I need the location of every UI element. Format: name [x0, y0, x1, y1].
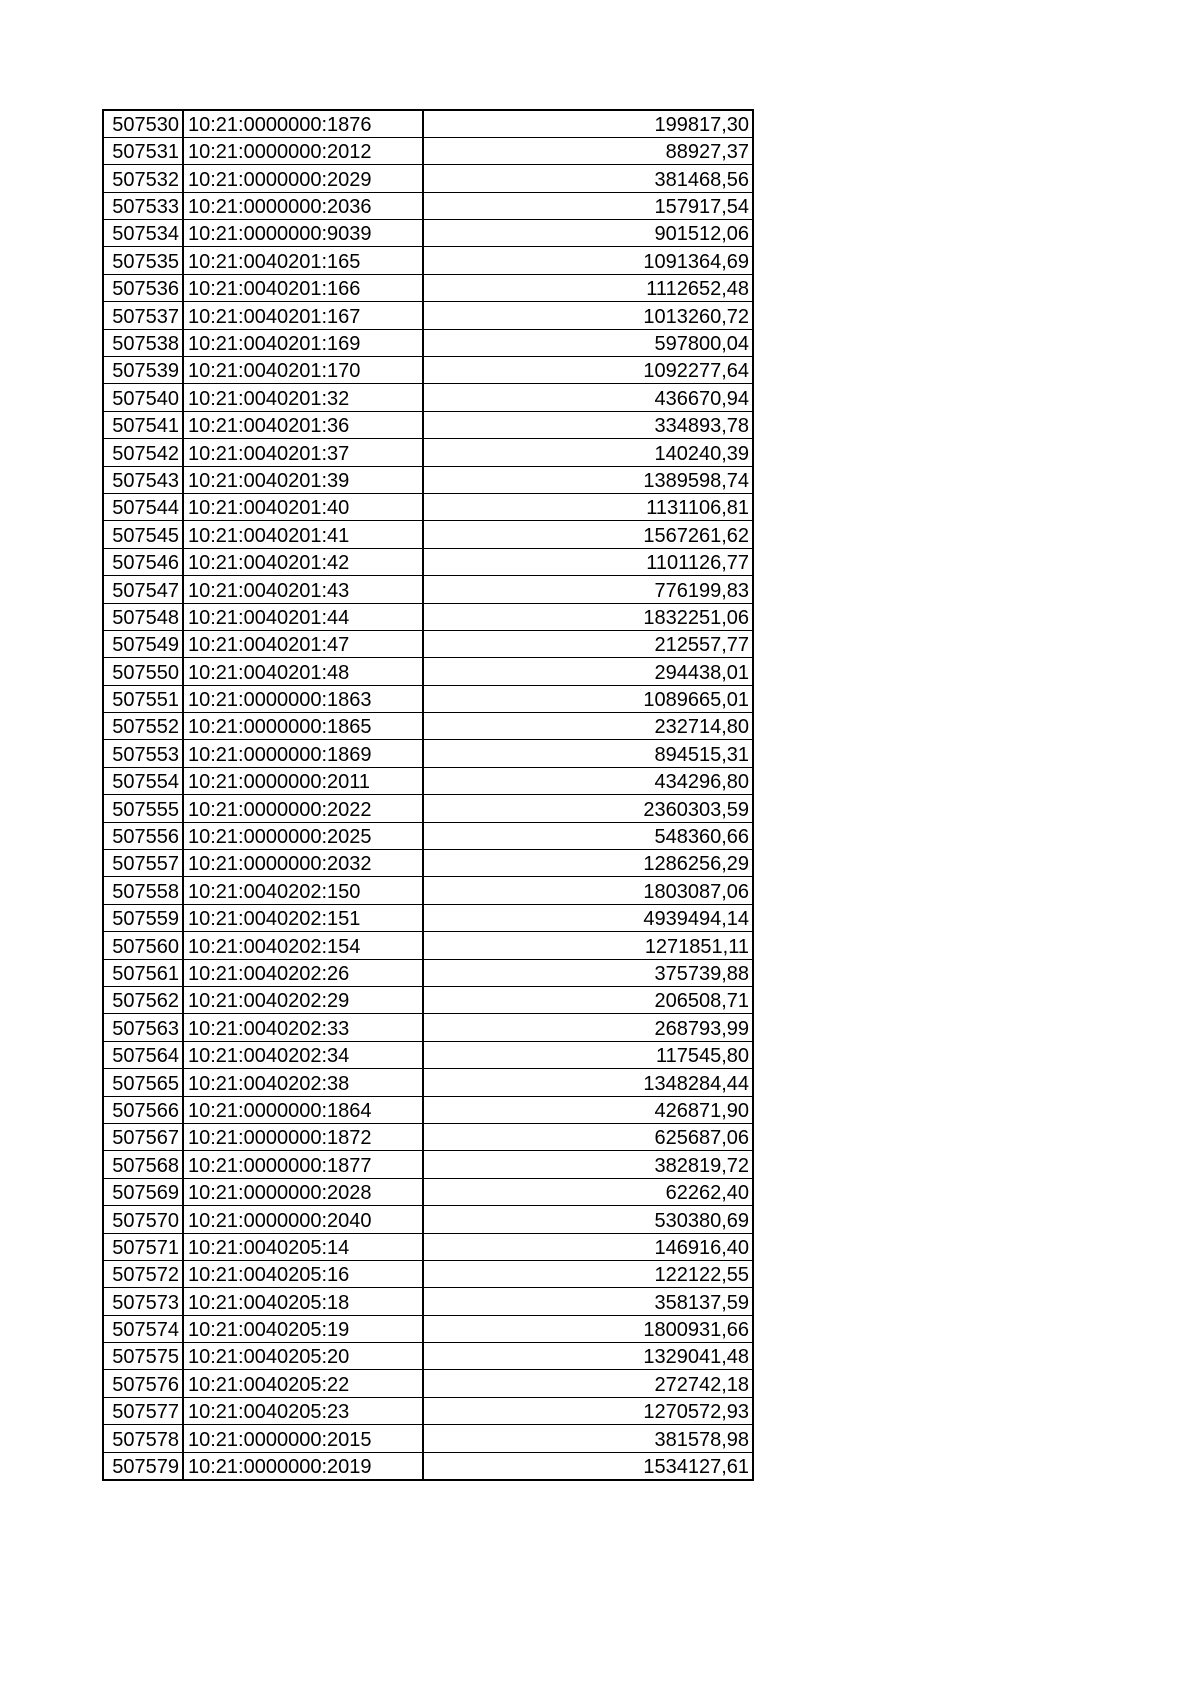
value-cell: 122122,55: [423, 1260, 753, 1287]
row-id-cell: 507573: [103, 1288, 183, 1315]
cadastral-number-cell: 10:21:0000000:2015: [183, 1425, 423, 1452]
cadastral-number-cell: 10:21:0040202:151: [183, 904, 423, 931]
row-id-cell: 507558: [103, 877, 183, 904]
value-cell: 625687,06: [423, 1123, 753, 1150]
cadastral-number-cell: 10:21:0040205:20: [183, 1343, 423, 1370]
table-row: [103, 1096, 753, 1123]
row-id-cell: 507559: [103, 904, 183, 931]
table-row: [103, 220, 753, 247]
row-id-cell: 507563: [103, 1014, 183, 1041]
value-cell: 530380,69: [423, 1206, 753, 1233]
table-row: [103, 466, 753, 493]
value-cell: 1101126,77: [423, 548, 753, 575]
row-id-cell: 507566: [103, 1096, 183, 1123]
table-row: [103, 713, 753, 740]
table-row: [103, 658, 753, 685]
cadastral-number-cell: 10:21:0040201:166: [183, 274, 423, 301]
value-cell: 272742,18: [423, 1370, 753, 1397]
cadastral-number-cell: 10:21:0000000:1865: [183, 713, 423, 740]
table-row: [103, 384, 753, 411]
table-row: [103, 576, 753, 603]
value-cell: 381468,56: [423, 165, 753, 192]
table-row: [103, 521, 753, 548]
data-table: [102, 109, 754, 1481]
row-id-cell: 507552: [103, 713, 183, 740]
value-cell: 232714,80: [423, 713, 753, 740]
table-row: [103, 548, 753, 575]
cadastral-number-cell: 10:21:0000000:2019: [183, 1452, 423, 1479]
row-id-cell: 507564: [103, 1041, 183, 1068]
table-row: [103, 192, 753, 219]
cadastral-number-cell: 10:21:0000000:2012: [183, 137, 423, 164]
value-cell: 2360303,59: [423, 795, 753, 822]
row-id-cell: 507561: [103, 959, 183, 986]
value-cell: 1271851,11: [423, 932, 753, 959]
value-cell: 146916,40: [423, 1233, 753, 1260]
value-cell: 294438,01: [423, 658, 753, 685]
table-row: [103, 1178, 753, 1205]
table-row: [103, 959, 753, 986]
table-row: [103, 850, 753, 877]
table-row: [103, 685, 753, 712]
table-row: [103, 1343, 753, 1370]
cadastral-number-cell: 10:21:0000000:2032: [183, 850, 423, 877]
cadastral-number-cell: 10:21:0040201:169: [183, 329, 423, 356]
cadastral-number-cell: 10:21:0000000:1863: [183, 685, 423, 712]
value-cell: 268793,99: [423, 1014, 753, 1041]
row-id-cell: 507560: [103, 932, 183, 959]
cadastral-number-cell: 10:21:0040205:23: [183, 1397, 423, 1424]
row-id-cell: 507578: [103, 1425, 183, 1452]
row-id-cell: 507568: [103, 1151, 183, 1178]
cadastral-number-cell: 10:21:0040201:170: [183, 357, 423, 384]
value-cell: 436670,94: [423, 384, 753, 411]
row-id-cell: 507540: [103, 384, 183, 411]
table-row: [103, 1288, 753, 1315]
cadastral-number-cell: 10:21:0040201:40: [183, 493, 423, 520]
value-cell: 426871,90: [423, 1096, 753, 1123]
row-id-cell: 507554: [103, 767, 183, 794]
table-row: [103, 1151, 753, 1178]
row-id-cell: 507547: [103, 576, 183, 603]
value-cell: 1832251,06: [423, 603, 753, 630]
row-id-cell: 507541: [103, 411, 183, 438]
row-id-cell: 507574: [103, 1315, 183, 1342]
value-cell: 206508,71: [423, 987, 753, 1014]
cadastral-number-cell: 10:21:0000000:9039: [183, 220, 423, 247]
cadastral-number-cell: 10:21:0000000:2025: [183, 822, 423, 849]
value-cell: 140240,39: [423, 439, 753, 466]
cadastral-number-cell: 10:21:0040201:32: [183, 384, 423, 411]
cadastral-number-cell: 10:21:0040201:37: [183, 439, 423, 466]
table-row: [103, 630, 753, 657]
row-id-cell: 507535: [103, 247, 183, 274]
cadastral-number-cell: 10:21:0040205:18: [183, 1288, 423, 1315]
value-cell: 157917,54: [423, 192, 753, 219]
row-id-cell: 507571: [103, 1233, 183, 1260]
cadastral-number-cell: 10:21:0000000:1876: [183, 110, 423, 137]
value-cell: 1013260,72: [423, 302, 753, 329]
row-id-cell: 507551: [103, 685, 183, 712]
cadastral-number-cell: 10:21:0000000:2036: [183, 192, 423, 219]
cadastral-number-cell: 10:21:0000000:1864: [183, 1096, 423, 1123]
cadastral-number-cell: 10:21:0040201:41: [183, 521, 423, 548]
table-row: [103, 1260, 753, 1287]
table-row: [103, 1397, 753, 1424]
value-cell: 1800931,66: [423, 1315, 753, 1342]
cadastral-number-cell: 10:21:0040205:19: [183, 1315, 423, 1342]
table-row: [103, 767, 753, 794]
value-cell: 1091364,69: [423, 247, 753, 274]
cadastral-number-cell: 10:21:0040202:33: [183, 1014, 423, 1041]
row-id-cell: 507530: [103, 110, 183, 137]
value-cell: 776199,83: [423, 576, 753, 603]
cadastral-number-cell: 10:21:0040202:150: [183, 877, 423, 904]
table-row: [103, 740, 753, 767]
row-id-cell: 507572: [103, 1260, 183, 1287]
row-id-cell: 507556: [103, 822, 183, 849]
table-body: [103, 110, 753, 1480]
value-cell: 1092277,64: [423, 357, 753, 384]
cadastral-number-cell: 10:21:0040202:34: [183, 1041, 423, 1068]
table-row: [103, 1041, 753, 1068]
row-id-cell: 507546: [103, 548, 183, 575]
table-row: [103, 1123, 753, 1150]
value-cell: 382819,72: [423, 1151, 753, 1178]
value-cell: 199817,30: [423, 110, 753, 137]
cadastral-number-cell: 10:21:0040205:22: [183, 1370, 423, 1397]
table-row: [103, 904, 753, 931]
value-cell: 901512,06: [423, 220, 753, 247]
table-row: [103, 1452, 753, 1479]
cadastral-number-cell: 10:21:0040205:14: [183, 1233, 423, 1260]
value-cell: 1089665,01: [423, 685, 753, 712]
cadastral-number-cell: 10:21:0040201:167: [183, 302, 423, 329]
value-cell: 117545,80: [423, 1041, 753, 1068]
cadastral-number-cell: 10:21:0040202:38: [183, 1069, 423, 1096]
cadastral-number-cell: 10:21:0040201:42: [183, 548, 423, 575]
value-cell: 1803087,06: [423, 877, 753, 904]
table-row: [103, 357, 753, 384]
table-row: [103, 1425, 753, 1452]
cadastral-number-cell: 10:21:0000000:2029: [183, 165, 423, 192]
table-row: [103, 822, 753, 849]
row-id-cell: 507539: [103, 357, 183, 384]
cadastral-number-cell: 10:21:0040201:47: [183, 630, 423, 657]
table-row: [103, 411, 753, 438]
value-cell: 548360,66: [423, 822, 753, 849]
row-id-cell: 507565: [103, 1069, 183, 1096]
table-row: [103, 302, 753, 329]
row-id-cell: 507544: [103, 493, 183, 520]
row-id-cell: 507569: [103, 1178, 183, 1205]
row-id-cell: 507534: [103, 220, 183, 247]
row-id-cell: 507531: [103, 137, 183, 164]
value-cell: 1286256,29: [423, 850, 753, 877]
row-id-cell: 507562: [103, 987, 183, 1014]
row-id-cell: 507543: [103, 466, 183, 493]
value-cell: 434296,80: [423, 767, 753, 794]
cadastral-number-cell: 10:21:0040202:154: [183, 932, 423, 959]
table-row: [103, 795, 753, 822]
row-id-cell: 507553: [103, 740, 183, 767]
row-id-cell: 507533: [103, 192, 183, 219]
cadastral-number-cell: 10:21:0000000:1869: [183, 740, 423, 767]
table-row: [103, 1014, 753, 1041]
value-cell: 381578,98: [423, 1425, 753, 1452]
row-id-cell: 507548: [103, 603, 183, 630]
table-row: [103, 1233, 753, 1260]
value-cell: 375739,88: [423, 959, 753, 986]
table-row: [103, 329, 753, 356]
cadastral-number-cell: 10:21:0040201:44: [183, 603, 423, 630]
row-id-cell: 507542: [103, 439, 183, 466]
table-row: [103, 603, 753, 630]
value-cell: 1329041,48: [423, 1343, 753, 1370]
value-cell: 358137,59: [423, 1288, 753, 1315]
cadastral-number-cell: 10:21:0040202:26: [183, 959, 423, 986]
table-row: [103, 137, 753, 164]
row-id-cell: 507557: [103, 850, 183, 877]
cadastral-number-cell: 10:21:0000000:1877: [183, 1151, 423, 1178]
table-row: [103, 165, 753, 192]
cadastral-number-cell: 10:21:0000000:1872: [183, 1123, 423, 1150]
table-row: [103, 987, 753, 1014]
value-cell: 88927,37: [423, 137, 753, 164]
row-id-cell: 507537: [103, 302, 183, 329]
value-cell: 597800,04: [423, 329, 753, 356]
table-row: [103, 1206, 753, 1233]
value-cell: 334893,78: [423, 411, 753, 438]
table-row: [103, 932, 753, 959]
table-row: [103, 110, 753, 137]
cadastral-number-cell: 10:21:0000000:2011: [183, 767, 423, 794]
table-row: [103, 439, 753, 466]
cadastral-number-cell: 10:21:0040201:165: [183, 247, 423, 274]
value-cell: 4939494,14: [423, 904, 753, 931]
cadastral-number-cell: 10:21:0040201:48: [183, 658, 423, 685]
cadastral-number-cell: 10:21:0040205:16: [183, 1260, 423, 1287]
row-id-cell: 507538: [103, 329, 183, 356]
row-id-cell: 507549: [103, 630, 183, 657]
row-id-cell: 507532: [103, 165, 183, 192]
cadastral-number-cell: 10:21:0000000:2022: [183, 795, 423, 822]
value-cell: 894515,31: [423, 740, 753, 767]
cadastral-number-cell: 10:21:0000000:2028: [183, 1178, 423, 1205]
row-id-cell: 507577: [103, 1397, 183, 1424]
value-cell: 1270572,93: [423, 1397, 753, 1424]
cadastral-number-cell: 10:21:0040201:43: [183, 576, 423, 603]
row-id-cell: 507576: [103, 1370, 183, 1397]
value-cell: 62262,40: [423, 1178, 753, 1205]
row-id-cell: 507545: [103, 521, 183, 548]
value-cell: 1112652,48: [423, 274, 753, 301]
row-id-cell: 507570: [103, 1206, 183, 1233]
table-row: [103, 493, 753, 520]
value-cell: 1534127,61: [423, 1452, 753, 1479]
cadastral-number-cell: 10:21:0000000:2040: [183, 1206, 423, 1233]
value-cell: 1389598,74: [423, 466, 753, 493]
cadastral-number-cell: 10:21:0040202:29: [183, 987, 423, 1014]
row-id-cell: 507555: [103, 795, 183, 822]
value-cell: 1348284,44: [423, 1069, 753, 1096]
row-id-cell: 507536: [103, 274, 183, 301]
table-row: [103, 1370, 753, 1397]
table-row: [103, 877, 753, 904]
table-row: [103, 1315, 753, 1342]
value-cell: 1131106,81: [423, 493, 753, 520]
value-cell: 212557,77: [423, 630, 753, 657]
table-row: [103, 274, 753, 301]
row-id-cell: 507567: [103, 1123, 183, 1150]
row-id-cell: 507575: [103, 1343, 183, 1370]
row-id-cell: 507579: [103, 1452, 183, 1479]
cadastral-number-cell: 10:21:0040201:36: [183, 411, 423, 438]
cadastral-number-cell: 10:21:0040201:39: [183, 466, 423, 493]
value-cell: 1567261,62: [423, 521, 753, 548]
table-row: [103, 247, 753, 274]
table-row: [103, 1069, 753, 1096]
row-id-cell: 507550: [103, 658, 183, 685]
